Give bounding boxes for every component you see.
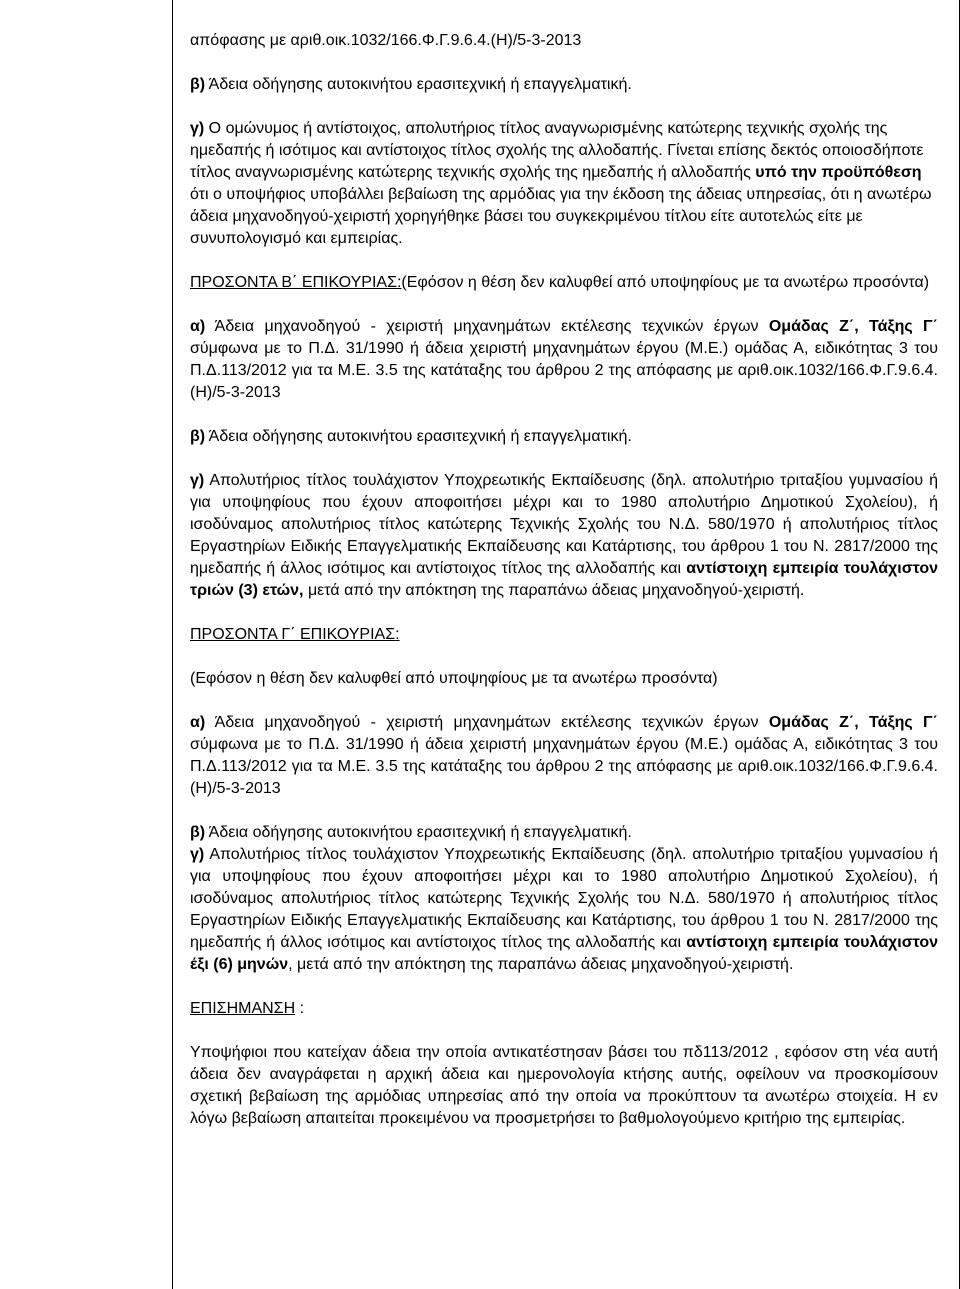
item-bold-text: αντίστοιχη εμπειρία τουλάχιστον έξι (6) μηνών xyxy=(190,934,938,973)
item-label: α) xyxy=(190,318,206,335)
section-b-item-a xyxy=(190,316,938,404)
item-text: Απολυτήριος τίτλος τουλάχιστον Υποχρεωτικής Εκπαίδευσης (δηλ. απολυτήριο τριταξίου γυμνασίου ή για υποψηφίους που έχουν αποφοιτήσει μέχρι και το 1980 απολυτήριο Δημοτικού Σχολείου), ή ισοδύναμος απολυτήριος τίτλος κατώτερης Τεχνικής Σχολής του Ν.Δ. 580/1970 ή απολυτήριος τίτλος Εργαστηρίων Ειδικής Επαγγελματικής Εκπαίδευσης και Κατάρτισης, του άρθρου 1 του Ν. 2817/2000 της ημεδαπής ή άλλος ισότιμος και αντίστοιχος τίτλος της αλλοδαπής και xyxy=(190,472,938,577)
section-note: (Εφόσον η θέση δεν καλυφθεί από υποψηφίους με τα ανωτέρω προσόντα) xyxy=(401,274,930,291)
section-c-note: (Εφόσον η θέση δεν καλυφθεί από υποψηφίους με τα ανωτέρω προσόντα) xyxy=(190,670,718,687)
section-b-item-b xyxy=(190,426,938,448)
item-b-license xyxy=(190,74,938,96)
item-bold-text: αντίστοιχη εμπειρία τουλάχιστον τριών (3) ετών, xyxy=(190,560,938,599)
note-title: ΕΠΙΣΗΜΑΝΣΗ xyxy=(190,1000,296,1017)
section-colon: : xyxy=(395,626,400,643)
item-label: γ) xyxy=(190,846,205,863)
item-bold-text: Ομάδας Ζ΄, Τάξης Γ΄ xyxy=(768,318,938,335)
note-text: Υποψήφιοι που κατείχαν άδεια την οποία αντικατέστησαν βάσει του πδ113/2012 , εφόσον στη νέα αυτή άδεια δεν αναγράφεται η αρχική άδεια και ημερονολογία κτήσης αυτής, οφείλουν να προσκομίσουν σχετική βεβαίωση της αρμόδιας υπηρεσίας από την οποία να προκύπτουν τα ανωτέρω στοιχεία. Η εν λόγω βεβαίωση απαιτείται προκειμένου να προσμετρήσει το βαθμολογούμενο κριτήριο της εμπειρίας. xyxy=(190,1044,938,1127)
item-label: β) xyxy=(190,428,206,445)
note-colon: : xyxy=(295,1000,305,1017)
table-border-left xyxy=(172,0,173,1289)
section-b-item-g xyxy=(190,470,938,602)
section-b-heading xyxy=(190,272,938,294)
item-label: β) xyxy=(190,824,206,841)
item-text: σύμφωνα με το Π.Δ. 31/1990 ή άδεια χειριστή μηχανημάτων έργου (Μ.Ε.) ομάδας Α, ειδικότητας 3 του Π.Δ.113/2012 για τα Μ.Ε. 3.5 της κατάταξης του άρθρου 2 της απόφασης με αριθ.οικ.1032/166.Φ.Γ.9.6.4.(Η)/5-3-2013 xyxy=(190,736,938,797)
decision-reference-line: απόφασης με αριθ.οικ.1032/166.Φ.Γ.9.6.4.(Η)/5-3-2013 xyxy=(190,32,582,49)
item-text: Ο ομώνυμος ή αντίστοιχος, απολυτήριος τίτλος αναγνωρισμένης κατώτερης τεχνικής σχολής της ημεδαπής ή ισότιμος και αντίστοιχος τίτλος σχολής της αλλοδαπής. Γίνεται επίσης δεκτός οποιοσδήποτε τίτλος αναγνωρισμένης κατώτερης τεχνικής σχολής της ημεδαπής ή αλλοδαπής xyxy=(190,120,924,181)
item-text: ότι ο υποψήφιος υποβάλλει βεβαίωση της αρμόδιας για την έκδοση της άδειας υπηρεσίας, ότι η ανωτέρω άδεια μηχανοδηγού-χειριστή χορηγήθηκε βάσει του συγκεκριμένου τίτλου είτε αυτοτελώς είτε με συνυπολογισμό και εμπειρίας. xyxy=(190,186,932,247)
item-bold-text: Ομάδας Ζ΄, Τάξης Γ΄ xyxy=(768,714,938,731)
item-label: γ) xyxy=(190,120,205,137)
item-text: , μετά από την απόκτηση της παραπάνω άδειας μηχανοδηγού-χειριστή. xyxy=(288,956,794,973)
item-text: Απολυτήριος τίτλος τουλάχιστον Υποχρεωτικής Εκπαίδευσης (δηλ. απολυτήριο τριταξίου γυμνασίου ή για υποψηφίους που έχουν αποφοιτήσει μέχρι και το 1980 απολυτήριο Δημοτικού Σχολείου), ή ισοδύναμος απολυτήριος τίτλος κατώτερης Τεχνικής Σχολής του Ν.Δ. 580/1970 ή απολυτήριος τίτλος Εργαστηρίων Ειδικής Επαγγελματικής Εκπαίδευσης και Κατάρτισης, του άρθρου 1 του Ν. 2817/2000 της ημεδαπής ή άλλος ισότιμος και αντίστοιχος τίτλος της αλλοδαπής και xyxy=(190,846,938,951)
item-text: Άδεια οδήγησης αυτοκινήτου ερασιτεχνική ή επαγγελματική. xyxy=(205,76,632,93)
section-c-item-g xyxy=(190,844,938,976)
item-text: Άδεια μηχανοδηγού - χειριστή μηχανημάτων εκτέλεσης τεχνικών έργων xyxy=(205,714,769,731)
item-text: μετά από την απόκτηση της παραπάνω άδειας μηχανοδηγού-χειριστή. xyxy=(303,582,805,599)
item-label: α) xyxy=(190,714,206,731)
section-c-item-a xyxy=(190,712,938,800)
item-text: σύμφωνα με το Π.Δ. 31/1990 ή άδεια χειριστή μηχανημάτων έργου (Μ.Ε.) ομάδας Α, ειδικότητας 3 του Π.Δ.113/2012 για τα Μ.Ε. 3.5 της κατάταξης του άρθρου 2 της απόφασης με αριθ.οικ.1032/166.Φ.Γ.9.6.4.(Η)/5-3-2013 xyxy=(190,340,938,401)
item-label: γ) xyxy=(190,472,205,489)
section-c-item-b xyxy=(190,822,938,844)
item-bold-text: υπό την προϋπόθεση xyxy=(755,164,922,181)
section-title: ΠΡΟΣΟΝΤΑ Γ΄ ΕΠΙΚΟΥΡΙΑΣ xyxy=(190,626,396,643)
section-colon: : xyxy=(396,274,402,291)
item-text: Άδεια μηχανοδηγού - χειριστή μηχανημάτων εκτέλεσης τεχνικών έργων xyxy=(205,318,769,335)
section-c-heading xyxy=(190,624,938,646)
section-title: ΠΡΟΣΟΝΤΑ Β΄ ΕΠΙΚΟΥΡΙΑΣ xyxy=(190,274,397,291)
note-heading xyxy=(190,998,938,1020)
item-g-school-title xyxy=(190,118,938,250)
item-label: β) xyxy=(190,76,206,93)
document-body xyxy=(190,30,938,1130)
item-text: Άδεια οδήγησης αυτοκινήτου ερασιτεχνική ή επαγγελματική. xyxy=(205,428,632,445)
item-text: Άδεια οδήγησης αυτοκινήτου ερασιτεχνική ή επαγγελματική. xyxy=(205,824,632,841)
